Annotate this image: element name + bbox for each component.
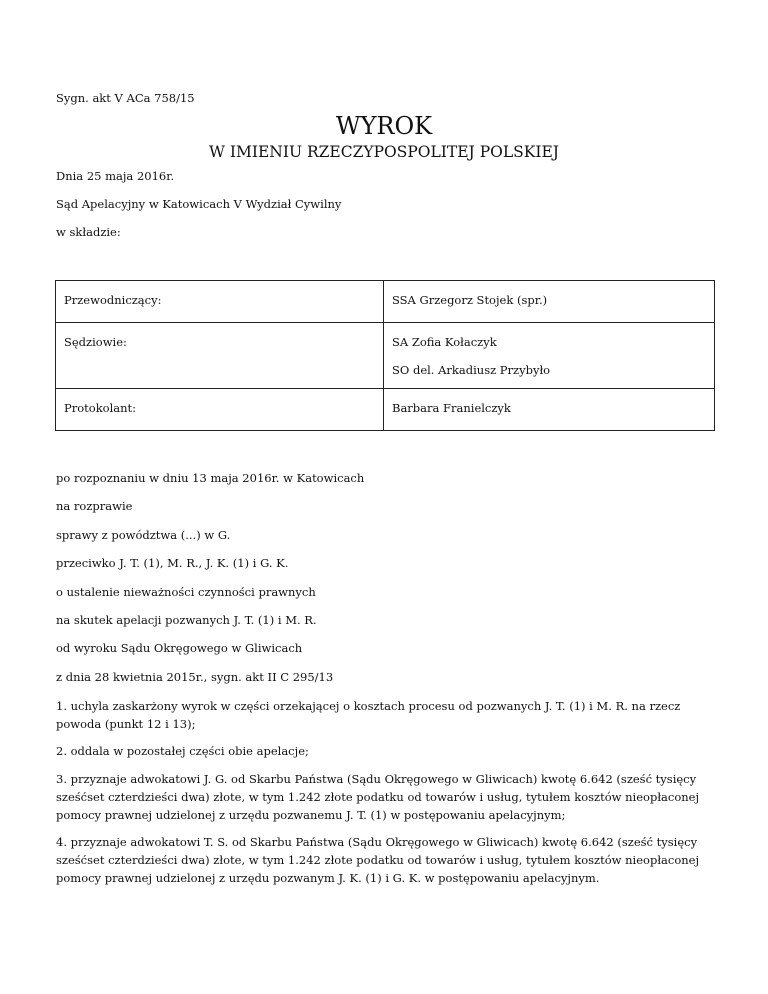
proceedings-line: przeciwko J. T. (1), M. R., J. K. (1) i G. K. <box>56 556 289 570</box>
document-subtitle: W IMIENIU RZECZYPOSPOLITEJ POLSKIEJ <box>209 143 559 161</box>
ruling-item: 1. uchyla zaskarżony wyrok w części orzekającej o kosztach procesu od pozwanych J. T. (1) i M. R. na rzecz powoda (punkt 12 i 13); <box>56 699 681 731</box>
court-name: Sąd Apelacyjny w Katowicach V Wydział Cywilny <box>56 197 342 211</box>
proceedings-line: od wyroku Sądu Okręgowego w Gliwicach <box>56 641 303 655</box>
bench-name: SA Zofia Kołaczyk <box>392 335 497 349</box>
bench-role: Protokolant: <box>56 389 384 431</box>
bench-row <box>56 389 715 431</box>
proceedings-line: na skutek apelacji pozwanych J. T. (1) i M. R. <box>56 613 317 627</box>
ruling-item: 4. przyznaje adwokatowi T. S. od Skarbu Państwa (Sądu Okręgowego w Gliwicach) kwotę 6.642 (sześć tysięcy sześćset czterdzieści dwa) złote, w tym 1.242 złote podatku od towarów i usług, tytułem kosztów nieopłaconej pomocy prawnej udzielonej z urzędu pozwanym J. K. (1) i G. K. w postępowaniu apelacyjnym. <box>56 835 700 885</box>
proceedings-line: z dnia 28 kwietnia 2015r., sygn. akt II C 295/13 <box>56 670 334 684</box>
case-number: Sygn. akt V ACa 758/15 <box>56 91 195 105</box>
proceedings-line: po rozpoznaniu w dniu 13 maja 2016r. w Katowicach <box>56 471 365 485</box>
ruling-item: 2. oddala w pozostałej części obie apelacje; <box>56 744 309 758</box>
bench-role: Przewodniczący: <box>56 281 384 323</box>
ruling-item: 3. przyznaje adwokatowi J. G. od Skarbu Państwa (Sądu Okręgowego w Gliwicach) kwotę 6.642 (sześć tysięcy sześćset czterdzieści dwa) złote, w tym 1.242 złote podatku od towarów i usług, tytułem kosztów nieopłaconej pomocy prawnej udzielonej z urzędu pozwanemu J. T. (1) w postępowaniu apelacyjnym; <box>56 772 700 822</box>
bench-row <box>56 323 715 389</box>
document-title: WYROK <box>335 112 433 140</box>
proceedings-line: sprawy z powództwa (...) w G. <box>56 528 231 542</box>
proceedings-line: o ustalenie nieważności czynności prawnych <box>56 585 316 599</box>
bench-table <box>55 280 715 431</box>
bench-row <box>56 281 715 323</box>
composition-label: w składzie: <box>56 225 121 239</box>
bench-name: Barbara Franielczyk <box>392 401 511 415</box>
judgment-date: Dnia 25 maja 2016r. <box>56 169 175 183</box>
bench-name: SO del. Arkadiusz Przybyło <box>392 363 551 377</box>
proceedings-line: na rozprawie <box>56 499 133 513</box>
bench-name: SSA Grzegorz Stojek (spr.) <box>392 293 548 307</box>
bench-role: Sędziowie: <box>56 323 384 389</box>
